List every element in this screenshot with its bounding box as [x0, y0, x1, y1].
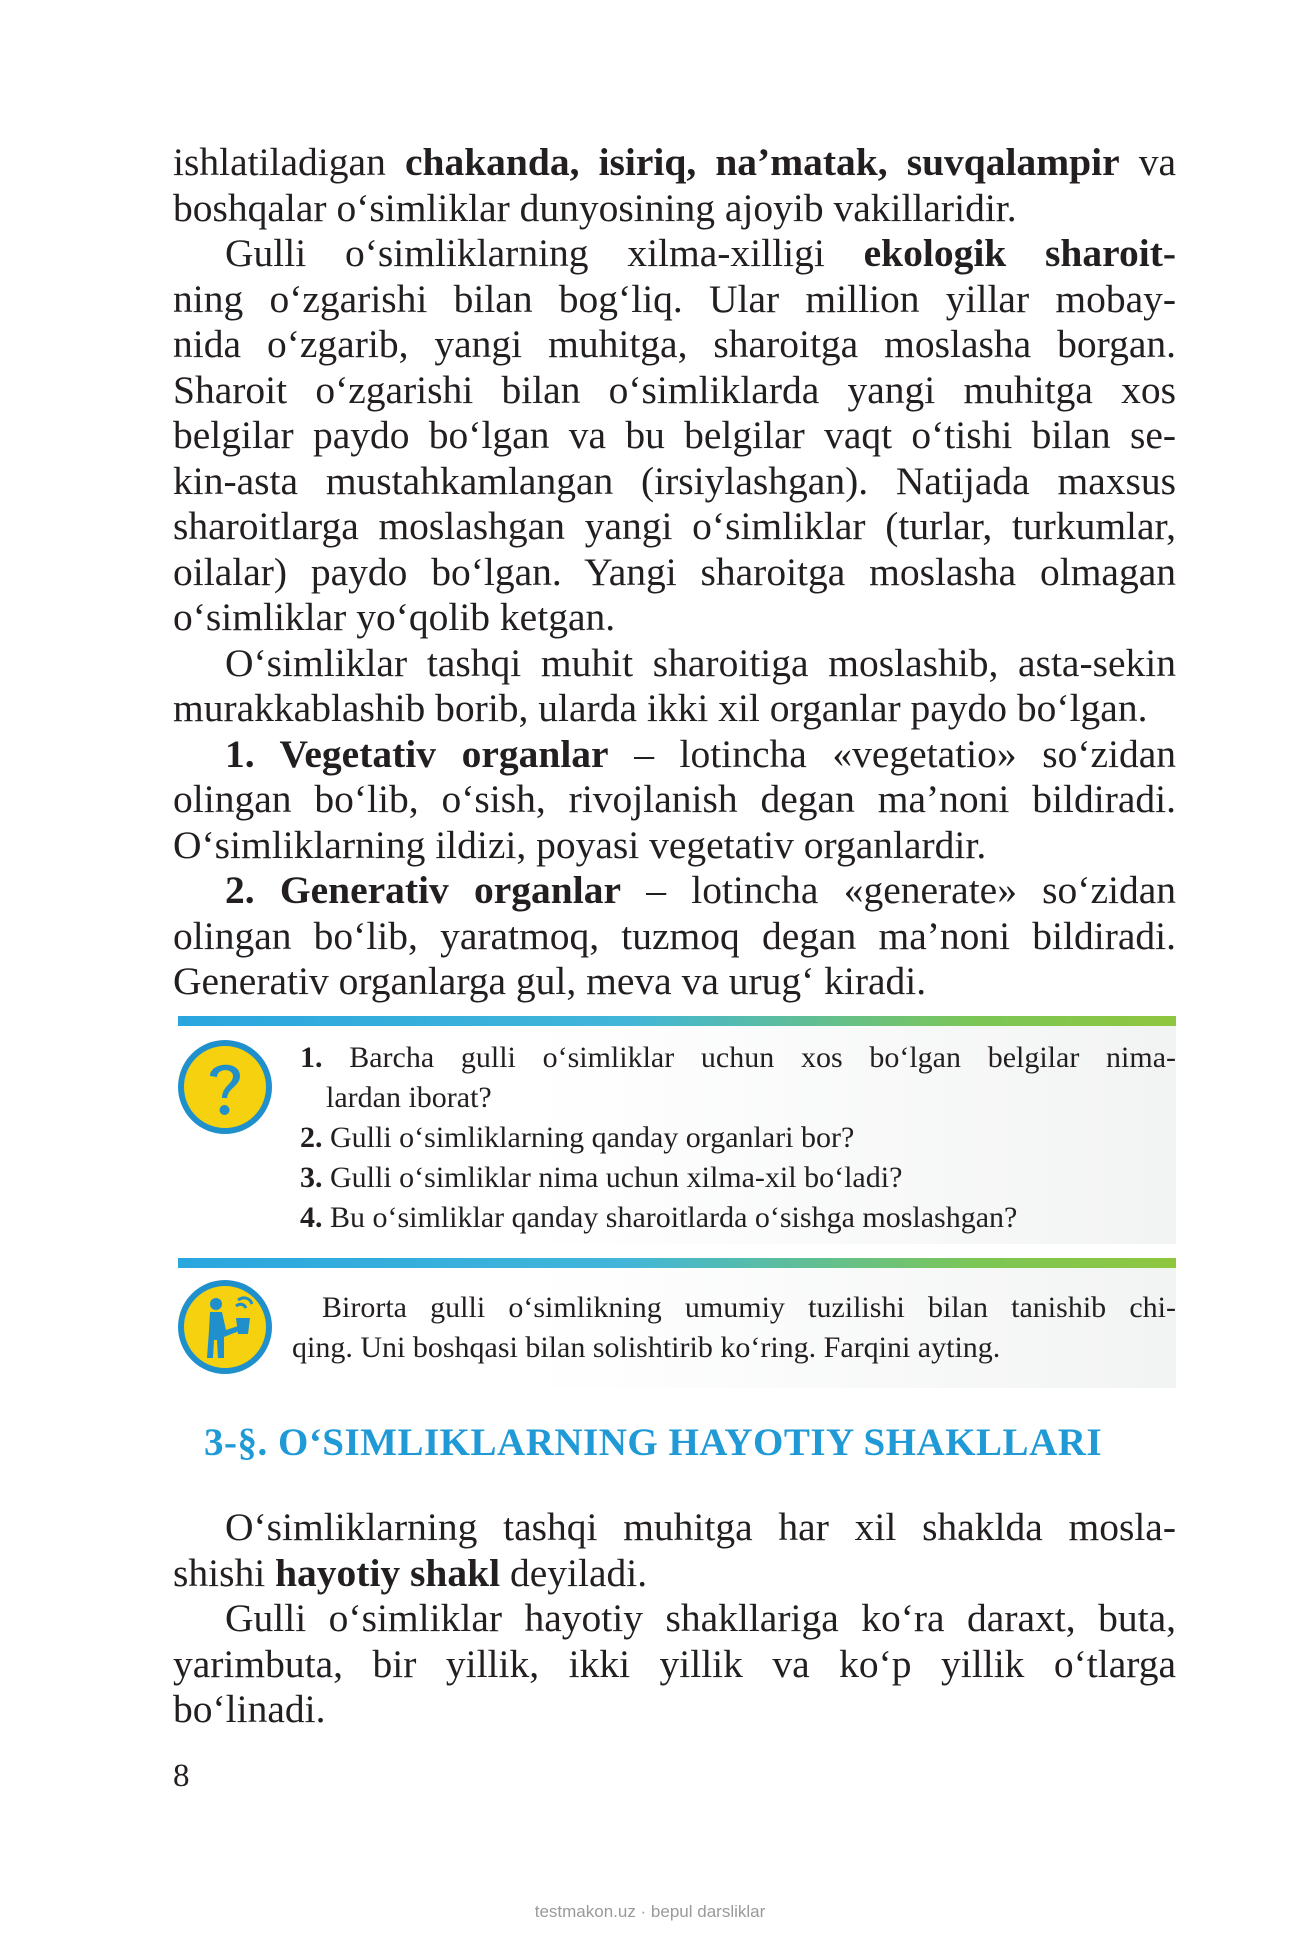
- questions-list: [300, 1038, 1176, 1238]
- bold-term: chakanda, isiriq, na’matak, suvqalampir: [404, 140, 1120, 184]
- paragraph: [173, 140, 1176, 186]
- activity-text: [292, 1288, 1176, 1368]
- paragraph-line: O‘simliklar tashqi muhit sharoitiga moslashib, asta-sekin: [225, 640, 1176, 685]
- activity-line: qing. Uni boshqasi bilan solishtirib ko‘ring. Farqini ayting.: [292, 1331, 1001, 1364]
- main-text: [173, 140, 1176, 1005]
- text-span: va: [1138, 140, 1177, 184]
- paragraph: [173, 732, 1176, 778]
- paragraph-line: olingan bo‘lib, yaratmoq, tuzmoq degan ma’noni bildiradi.: [173, 913, 1176, 958]
- question-item: [300, 1038, 1176, 1118]
- person-watering-icon: [176, 1278, 274, 1376]
- paragraph-line: kin-asta mustahkamlangan (irsiylashgan). Natijada maxsus: [173, 458, 1176, 503]
- bold-term: 2. Generativ organlar: [225, 868, 622, 912]
- paragraph-line: oilalar) paydo bo‘lgan. Yangi sharoitga moslasha olmagan: [173, 549, 1176, 594]
- question-text: Gulli o‘simliklar nima uchun xilma-xil bo‘ladi?: [330, 1161, 903, 1194]
- paragraph-line: Generativ organlarga gul, meva va urug‘ kiradi.: [173, 959, 927, 1003]
- question-text: lardan iborat?: [326, 1081, 492, 1114]
- bold-term: ekologik sharoit-: [863, 231, 1177, 275]
- question-item: [300, 1118, 1176, 1158]
- paragraph-line: sharoitlarga moslashgan yangi o‘simliklar (turlar, turkumlar,: [173, 504, 1176, 548]
- page-number: 8: [173, 1758, 190, 1794]
- activity-top-band: [178, 1258, 1176, 1268]
- text-span: shishi: [173, 1550, 266, 1595]
- bold-term: 1. Vegetativ organlar: [225, 731, 609, 776]
- activity-line: Birorta gulli o‘simlikning umumiy tuzilishi bilan tanishib chi-: [322, 1291, 1176, 1324]
- question-item: [300, 1158, 1176, 1198]
- bold-term: hayotiy shakl: [275, 1550, 501, 1595]
- text-span: deyiladi.: [509, 1550, 648, 1595]
- question-text: Bu o‘simliklar qanday sharoitlarda o‘sishga moslashgan?: [330, 1201, 1018, 1234]
- paragraph-line: yarimbuta, bir yillik, ikki yillik va ko‘p yillik o‘tlarga: [173, 1641, 1176, 1686]
- question-item: [300, 1198, 1176, 1238]
- text-span: ishlatiladigan: [173, 140, 386, 184]
- question-number: 1.: [300, 1041, 323, 1074]
- section-heading: 3-§. O‘SIMLIKLARNING HAYOTIY SHAKLLARI: [204, 1421, 1103, 1464]
- paragraph-line: O‘simliklarning tashqi muhitga har xil shaklda mosla-: [225, 1505, 1176, 1549]
- question-number: 3.: [300, 1161, 323, 1194]
- paragraph-line: ning o‘zgarishi bilan bog‘liq. Ular million yillar mobay-: [173, 276, 1176, 321]
- paragraph-line: murakkablashib borib, ularda ikki xil organlar paydo bo‘lgan.: [173, 686, 1148, 730]
- paragraph-line: boshqalar o‘simliklar dunyosining ajoyib vakillaridir.: [173, 185, 1017, 230]
- paragraph: [173, 1551, 1176, 1597]
- paragraph-line: Sharoit o‘zgarishi bilan o‘simliklarda yangi muhitga xos: [173, 367, 1176, 412]
- text-span: Gulli o‘simliklarning xilma-xilligi: [225, 231, 825, 275]
- paragraph-line: O‘simliklarning ildizi, poyasi vegetativ organlardir.: [173, 822, 987, 867]
- paragraph: [173, 231, 1176, 277]
- question-text: Gulli o‘simliklarning qanday organlari bor?: [330, 1121, 855, 1154]
- paragraph-line: Gulli o‘simliklar hayotiy shakllariga ko‘ra daraxt, buta,: [225, 1596, 1176, 1640]
- paragraph-line: o‘simliklar yo‘qolib ketgan.: [173, 595, 616, 639]
- question-number: 2.: [300, 1121, 323, 1154]
- paragraph: [173, 868, 1176, 914]
- text-span: – lotincha «vegetatio» so‘zidan: [634, 731, 1177, 776]
- question-text: Barcha gulli o‘simliklar uchun xos bo‘lgan belgilar nima-: [349, 1041, 1176, 1074]
- questions-top-band: [178, 1016, 1176, 1026]
- paragraph-line: nida o‘zgarib, yangi muhitga, sharoitga moslasha borgan.: [173, 322, 1176, 366]
- footer-watermark: testmakon.uz · bepul darsliklar: [534, 1902, 766, 1921]
- question-icon: [176, 1038, 274, 1136]
- paragraph-line: bo‘linadi.: [173, 1687, 326, 1731]
- paragraph-line: olingan bo‘lib, o‘sish, rivojlanish degan ma’noni bildiradi.: [173, 777, 1176, 821]
- section-text: [173, 1505, 1176, 1733]
- text-span: – lotincha «generate» so‘zidan: [646, 868, 1176, 912]
- paragraph-line: belgilar paydo bo‘lgan va bu belgilar vaqt o‘tishi bilan se-: [173, 413, 1176, 457]
- question-number: 4.: [300, 1201, 323, 1234]
